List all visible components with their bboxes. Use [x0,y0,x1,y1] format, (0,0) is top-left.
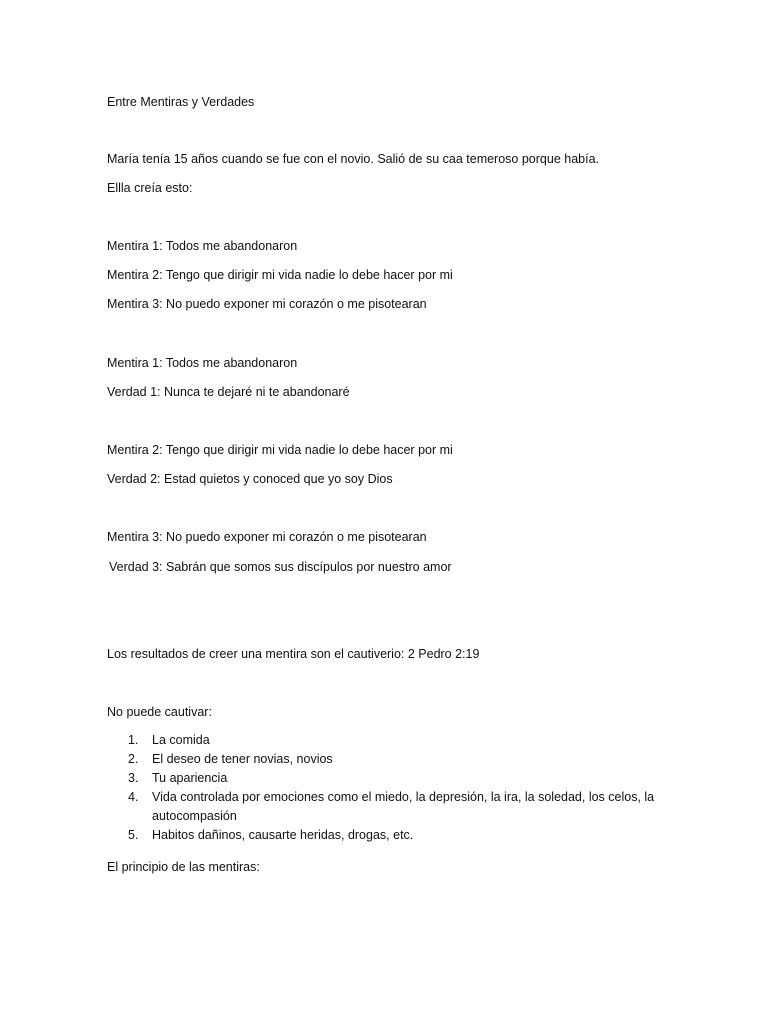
pair-truth-line: Verdad 3: Sabrán que somos sus discípulos por nuestro amor [109,560,452,574]
list-item-number: 3. [128,771,139,785]
document-title: Entre Mentiras y Verdades [107,95,255,109]
list-item-text: Vida controlada por emociones como el miedo, la depresión, la ira, la soledad, los celos, la autocompasión [152,790,655,823]
list-item [107,788,677,826]
intro-belief-line: Ellla creía esto: [107,181,193,195]
pair-lie-line: Mentira 2: Tengo que dirigir mi vida nadie lo debe hacer por mi [107,443,453,457]
list-item-number: 1. [128,733,139,747]
lie-line: Mentira 1: Todos me abandonaron [107,239,298,253]
list-item-text: La comida [152,733,210,747]
results-line: Los resultados de creer una mentira son el cautiverio: 2 Pedro 2:19 [107,647,480,661]
list-item-text: El deseo de tener novias, novios [152,752,333,766]
lie-line: Mentira 2: Tengo que dirigir mi vida nadie lo debe hacer por mi [107,268,453,282]
list-item-text: Habitos dañinos, causarte heridas, drogas, etc. [152,828,414,842]
list-item-number: 5. [128,828,139,842]
list-item [107,769,677,788]
intro-paragraph: María tenía 15 años cuando se fue con el novio. Salió de su caa temeroso porque había. [107,152,599,166]
pair-lie-line: Mentira 1: Todos me abandonaron [107,356,298,370]
list-item [107,750,677,769]
lie-line: Mentira 3: No puedo exponer mi corazón o me pisotearan [107,297,427,311]
pair-truth-line: Verdad 1: Nunca te dejaré ni te abandonaré [107,385,350,399]
list-item [107,826,677,845]
captivate-heading: No puede cautivar: [107,705,212,719]
pair-lie-line: Mentira 3: No puedo exponer mi corazón o me pisotearan [107,530,427,544]
list-item-number: 2. [128,752,139,766]
pair-truth-line: Verdad 2: Estad quietos y conoced que yo soy Dios [107,472,393,486]
list-item-number: 4. [128,790,139,804]
captivate-list [107,731,677,845]
principle-heading: El principio de las mentiras: [107,860,260,874]
list-item-text: Tu apariencia [152,771,228,785]
list-item [107,731,677,750]
